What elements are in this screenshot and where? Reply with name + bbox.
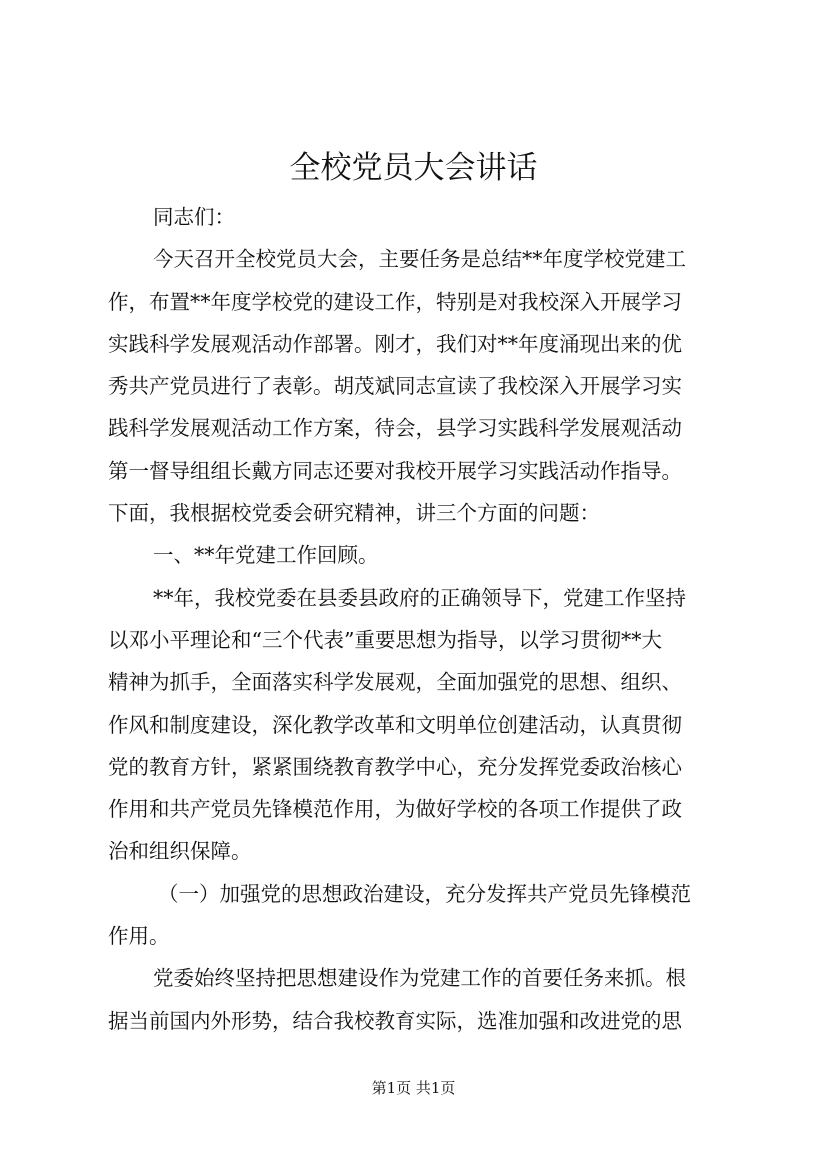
review-paragraph	[108, 577, 744, 873]
paragraph-line: 作风和制度建设，深化教学改革和文明单位创建活动，认真贯彻	[108, 712, 682, 737]
paragraph-line: 今天召开全校党员大会，主要任务是总结**年度学校党建工	[153, 247, 686, 272]
paragraph-line: 据当前国内外形势，结合我校教育实际，选准加强和改进党的思	[108, 1008, 682, 1033]
section-heading	[108, 534, 744, 576]
paragraph-line: （一）加强党的思想政治建设，充分发挥共产党员先锋模范	[158, 881, 691, 906]
paragraph-line: 党委始终坚持把思想建设作为党建工作的首要任务来抓。根	[153, 966, 686, 991]
paragraph-line: 以邓小平理论和“三个代表”重要思想为指导，以学习贯彻**大	[108, 627, 662, 652]
subsection-heading	[108, 873, 744, 958]
ideology-paragraph	[108, 957, 744, 1042]
paragraph-line: 一、**年党建工作回顾。	[153, 543, 379, 568]
paragraph-line: 治和组织保障。	[108, 839, 252, 864]
paragraph-line: **年，我校党委在县委县政府的正确领导下，党建工作坚持	[153, 585, 686, 610]
salutation-paragraph	[108, 196, 744, 238]
document-title: 全校党员大会讲话	[289, 150, 538, 186]
paragraph-line: 作，布置**年度学校党的建设工作，特别是对我校深入开展学习	[108, 289, 682, 314]
paragraph-line: 实践科学发展观活动作部署。刚才，我们对**年度涌现出来的优	[108, 331, 682, 356]
paragraph-line: 党的教育方针，紧紧围绕教育教学中心，充分发挥党委政治核心	[108, 754, 682, 779]
paragraph-line: 精神为抓手，全面落实科学发展观，全面加强党的思想、组织、	[108, 670, 682, 695]
paragraph-line: 作用。	[108, 924, 170, 949]
paragraph-line: 践科学发展观活动工作方案，待会，县学习实践科学发展观活动	[108, 416, 682, 441]
page-footer: 第1页 共1页	[371, 1079, 456, 1097]
paragraph-line: 第一督导组组长戴方同志还要对我校开展学习实践活动作指导。	[108, 458, 682, 483]
document-body	[108, 196, 744, 1042]
paragraph-line: 作用和共产党员先锋模范作用，为做好学校的各项工作提供了政	[108, 797, 682, 822]
paragraph-line: 下面，我根据校党委会研究精神，讲三个方面的问题：	[108, 501, 600, 526]
paragraph-line: 秀共产党员进行了表彰。胡茂斌同志宣读了我校深入开展学习实	[108, 374, 682, 399]
intro-paragraph	[108, 238, 744, 534]
paragraph-line: 同志们：	[153, 205, 235, 229]
